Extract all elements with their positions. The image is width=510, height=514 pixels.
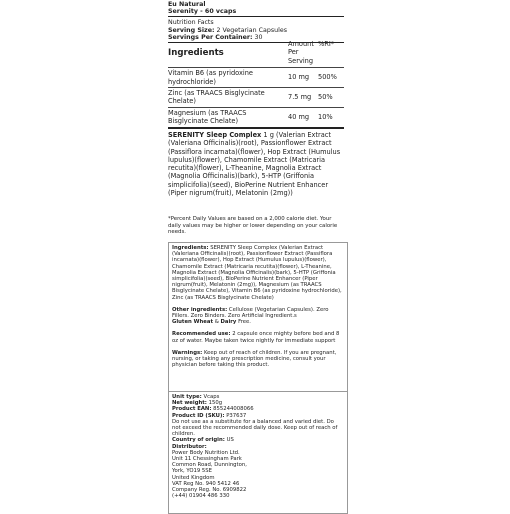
row-ri: 500% xyxy=(318,68,344,88)
address-line: York, YO19 5SE xyxy=(172,468,213,475)
address-line: VAT Reg No. 940 5412 46 xyxy=(172,480,240,487)
row-ri: 50% xyxy=(318,88,344,108)
ingredients-info-box xyxy=(168,242,348,392)
address-line: Power Body Nutrition Ltd. xyxy=(172,449,240,456)
daily-value-note: *Percent Daily Values are based on a 2,000 calorie diet. Your daily values may be higher or lower depending on your calorie needs. xyxy=(168,216,338,236)
product-details-box xyxy=(168,391,348,514)
row-ri: 10% xyxy=(318,107,344,127)
row-name: Vitamin B6 (as pyridoxine hydrochloride) xyxy=(168,68,286,88)
disclaimer-text: Do not use as a substitute for a balanced and varied diet. Do not exceed the recommended daily dose. Keep out of reach of children. xyxy=(172,418,338,438)
other-ingredients-paragraph: Other ingredients: Cellulose (Vegetarian Capsules). Zero Fillers. Zero Binders. Zero Artificial Ingredient.s xyxy=(172,306,329,320)
facts-header-row xyxy=(168,40,344,68)
table-row xyxy=(168,107,344,127)
address-line: United Kingdom xyxy=(172,474,215,481)
complex-amount: 1 g xyxy=(263,131,274,139)
complex-name: SERENITY Sleep Complex xyxy=(168,131,262,139)
allergen-line: Gluten Wheat & Dairy Free. xyxy=(172,319,251,326)
address-line: Common Road, Dunnington, xyxy=(172,462,247,469)
warnings-paragraph: Warnings: Keep out of reach of children. If you are pregnant, nursing, or taking any prescription medicine, consult your physician before taking this product. xyxy=(172,349,337,369)
address-line: (+44) 01904 486 330 xyxy=(172,493,230,500)
nutrition-facts-table xyxy=(168,40,344,129)
serving-size: Serving Size: 2 Vegetarian Capsules xyxy=(168,26,288,34)
ingredients-column-header: Ingredients xyxy=(168,48,224,58)
row-amount: 10 mg xyxy=(286,68,318,88)
row-amount: 40 mg xyxy=(286,107,318,127)
ri-column-header: %RI* xyxy=(318,40,335,48)
address-line: Unit 11 Chessingham Park xyxy=(172,456,242,463)
row-name: Magnesium (as TRAACS Bisglycinate Chelate) xyxy=(168,107,286,127)
table-row xyxy=(168,88,344,108)
address-line: Company Reg. No. 6909822 xyxy=(172,487,247,494)
sleep-complex-block xyxy=(168,131,344,197)
sku-line: Product ID (SKU): P37637 xyxy=(172,412,247,419)
recommended-use-paragraph: Recommended use: 2 capsule once mighty before bed and 8 oz of water. Maybe taken twice nightly for immediate support xyxy=(172,331,340,344)
ingredients-paragraph: Ingredients: SERENITY Sleep Complex (Valerian Extract (Valeriana Officinalis)(root), Passionflower Extract (Passiflora incarnata)(flower), Hop Extract (Humulus lupulus)(flower), Chamomile Extract (Matricaria recutita)(flower), L-Theanine, Magnolia Extract (Magnolia Officinalis)(bark), 5-HTP (Griffonia simplicifolia)(seed), BioPerine Nutrient Enhancer (Piper nigrum(fruit), Melatonin (2mg)), Magnesium (as TRAACS Bisglycinate Chelate), Vitamin B6 (as pyridoxine hydrochloride), Zinc (as TRAACS Bisglycinate Chelate) xyxy=(172,245,342,301)
brand-name: Eu Natural xyxy=(168,1,206,8)
label-header xyxy=(168,1,344,43)
complex-ingredients: (Valerian Extract (Valeriana Officinalis)(root), Passionflower Extract (Passiflora incarnata)(flower), Hop Extract (Humulus lupulus)(flower), Chamomile Extract (Matricaria recutita)(flower), L-Theanine, Magnolia Extract (Magnolia Officinalis)(bark), 5-HTP (Griffonia simplicifolia)(seed), BioPerine Nutrient Enhancer (Piper nigrum(fruit), Melatonin (2mg)) xyxy=(168,131,341,198)
distributor-label: Distributor: xyxy=(172,443,207,450)
product-name: Serenity - 60 vcaps xyxy=(168,8,237,16)
net-weight-line: Net weight: 150g xyxy=(172,400,223,407)
servings-per-container: Servings Per Container: 30 xyxy=(168,33,263,41)
header-rule xyxy=(168,16,344,17)
row-name: Zinc (as TRAACS Bisglycinate Chelate) xyxy=(168,88,286,108)
nutrition-facts-title: Nutrition Facts xyxy=(168,19,214,27)
row-amount: 7.5 mg xyxy=(286,88,318,108)
amount-column-header: Amount Per Serving xyxy=(288,40,314,65)
ean-line: Product EAN: 855244008066 xyxy=(172,406,254,413)
unit-type-line: Unit type: Vcaps xyxy=(172,394,220,400)
origin-line: Country of origin: US xyxy=(172,437,234,444)
table-row xyxy=(168,68,344,88)
